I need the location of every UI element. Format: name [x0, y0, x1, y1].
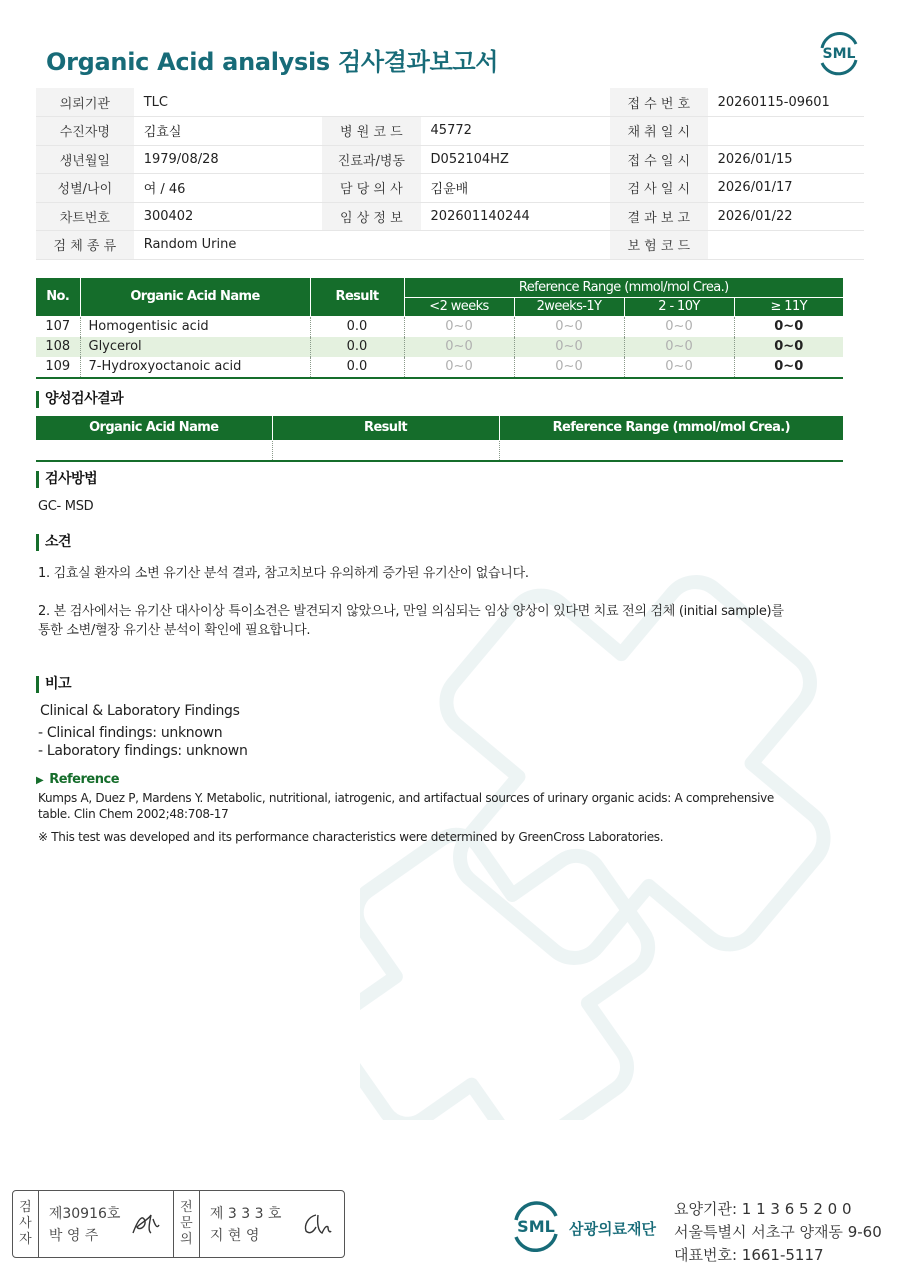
result-value: 0.0	[310, 357, 404, 378]
ref-2-10y: 0~0	[624, 337, 734, 358]
examiner-signature-mark	[131, 1211, 161, 1237]
sml-footer-logo-icon	[510, 1200, 562, 1252]
triangle-right-icon: ▶	[36, 775, 44, 786]
ref-under-2-weeks: 0~0	[404, 357, 514, 378]
info-row	[36, 174, 864, 203]
info-value: 2026/01/15	[708, 145, 864, 174]
info-value	[421, 88, 610, 117]
info-label: 채 취 일 시	[610, 117, 708, 146]
info-value: 20260115-09601	[708, 88, 864, 117]
info-row	[36, 202, 864, 231]
remarks-title: Clinical & Laboratory Findings	[40, 703, 240, 719]
opinion-paragraph-2b: 통한 소변/혈장 유기산 분석이 확인에 필요합니다.	[38, 623, 311, 638]
info-label	[322, 231, 420, 260]
clinical-findings: - Clinical findings: unknown	[38, 725, 223, 741]
info-value: D052104HZ	[421, 145, 610, 174]
ref-under-2-weeks: 0~0	[404, 316, 514, 337]
ref-2-10y: 0~0	[624, 357, 734, 378]
method-text: GC- MSD	[38, 499, 94, 514]
positive-header-result: Result	[272, 416, 499, 440]
result-row	[36, 316, 843, 337]
ref-11y-plus: 0~0	[734, 357, 843, 378]
info-value: 300402	[134, 202, 323, 231]
info-value: 2026/01/22	[708, 202, 864, 231]
ref-2-10y: 0~0	[624, 316, 734, 337]
examiner-signature	[39, 1191, 174, 1257]
info-row	[36, 88, 864, 117]
result-row	[36, 337, 843, 358]
info-label	[322, 88, 420, 117]
result-name: Homogentisic acid	[80, 316, 310, 337]
examiner-name: 박 영 주	[48, 1228, 99, 1244]
laboratory-findings: - Laboratory findings: unknown	[38, 743, 248, 759]
ref-2weeks-1y: 0~0	[514, 316, 624, 337]
opinion-paragraph-2a: 2. 본 검사에서는 유기산 대사이상 특이소견은 발견되지 않았으나, 만일 의심되는 임상 양상이 있다면 치료 전의 검체 (initial sample)를	[38, 604, 784, 619]
info-value: 김효실	[134, 117, 323, 146]
info-label: 임 상 정 보	[322, 202, 420, 231]
method-heading: 검사방법	[36, 471, 97, 488]
patient-info-table	[36, 88, 864, 260]
subheader-2-10y: 2 - 10Y	[624, 297, 734, 316]
results-table	[36, 278, 843, 379]
examiner-label: 검 사 자	[13, 1191, 39, 1257]
positive-header-reference: Reference Range (mmol/mol Crea.)	[499, 416, 843, 440]
reference-heading: ▶ Reference	[36, 772, 120, 787]
col-header-no: No.	[36, 278, 80, 316]
specialist-signature	[200, 1191, 344, 1257]
info-label: 보 험 코 드	[610, 231, 708, 260]
subheader-under-2-weeks: <2 weeks	[404, 297, 514, 316]
ref-under-2-weeks: 0~0	[404, 337, 514, 358]
info-value: 김윤배	[421, 174, 610, 203]
positive-heading: 양성검사결과	[36, 391, 123, 408]
ref-11y-plus: 0~0	[734, 337, 843, 358]
specialist-label: 전 문 의	[174, 1191, 200, 1257]
ref-2weeks-1y: 0~0	[514, 357, 624, 378]
reference-line-1: Kumps A, Duez P, Mardens Y. Metabolic, nutritional, iatrogenic, and artifactual sources of urinary organic acids: A comprehensive	[38, 791, 774, 805]
col-header-result: Result	[310, 278, 404, 316]
specialist-name: 지 현 영	[209, 1228, 260, 1244]
subheader-2weeks-1y: 2weeks-1Y	[514, 297, 624, 316]
specialist-signature-mark	[302, 1211, 332, 1237]
subheader-11y-plus: ≥ 11Y	[734, 297, 843, 316]
opinion-paragraph-1: 1. 김효실 환자의 소변 유기산 분석 결과, 참고치보다 유의하게 증가된 유기산이 없습니다.	[38, 566, 529, 581]
info-value: 2026/01/17	[708, 174, 864, 203]
info-label: 성별/나이	[36, 174, 134, 203]
phone-number: 대표번호: 1661-5117	[674, 1246, 824, 1264]
info-value	[421, 231, 610, 260]
development-note: ※ This test was developed and its performance characteristics were determined by GreenCross Laboratories.	[38, 830, 664, 844]
result-name: Glycerol	[80, 337, 310, 358]
result-value: 0.0	[310, 316, 404, 337]
result-no: 108	[36, 337, 80, 358]
info-value	[708, 117, 864, 146]
ref-11y-plus: 0~0	[774, 319, 804, 334]
positive-table	[36, 416, 843, 462]
info-value: 1979/08/28	[134, 145, 323, 174]
signature-box	[12, 1190, 345, 1258]
info-label: 담 당 의 사	[322, 174, 420, 203]
examiner-license-no: 제30916호	[48, 1206, 121, 1222]
result-name: 7-Hydroxyoctanoic acid	[80, 357, 310, 378]
sml-logo-icon	[816, 30, 862, 76]
info-value: Random Urine	[134, 231, 323, 260]
info-label: 접 수 일 시	[610, 145, 708, 174]
info-label: 접 수 번 호	[610, 88, 708, 117]
info-label: 의뢰기관	[36, 88, 134, 117]
info-value: 202601140244	[421, 202, 610, 231]
info-value: 여 / 46	[134, 174, 323, 203]
reference-line-2: table. Clin Chem 2002;48:708-17	[38, 807, 229, 821]
info-label: 진료과/병동	[322, 145, 420, 174]
info-label: 생년월일	[36, 145, 134, 174]
info-label: 차트번호	[36, 202, 134, 231]
result-row	[36, 357, 843, 378]
report-title: Organic Acid analysis 검사결과보고서	[46, 48, 499, 76]
info-label: 수진자명	[36, 117, 134, 146]
remarks-heading: 비고	[36, 676, 71, 693]
ref-2weeks-1y: 0~0	[514, 337, 624, 358]
info-value: 45772	[421, 117, 610, 146]
info-row	[36, 117, 864, 146]
info-label: 병 원 코 드	[322, 117, 420, 146]
col-header-reference: Reference Range (mmol/mol Crea.)	[404, 278, 843, 297]
info-label: 결 과 보 고	[610, 202, 708, 231]
specialist-license-no: 제 3 3 3 호	[209, 1206, 282, 1222]
info-row	[36, 231, 864, 260]
opinion-heading: 소견	[36, 534, 71, 551]
result-no: 109	[36, 357, 80, 378]
footer-logo-text: SML	[517, 1217, 555, 1236]
info-label: 검 사 일 시	[610, 174, 708, 203]
info-label: 검 체 종 류	[36, 231, 134, 260]
info-row	[36, 145, 864, 174]
result-no: 107	[36, 316, 80, 337]
result-value: 0.0	[310, 337, 404, 358]
logo-text: SML	[822, 46, 856, 62]
col-header-name: Organic Acid Name	[80, 278, 310, 316]
positive-header-name: Organic Acid Name	[36, 416, 272, 440]
address: 서울특별시 서초구 양재동 9-60	[674, 1223, 882, 1241]
organization-name: 삼광의료재단	[569, 1220, 656, 1238]
info-value	[708, 231, 864, 260]
institution-code: 요양기관: 1 1 3 6 5 2 0 0	[674, 1200, 852, 1218]
info-value: TLC	[134, 88, 323, 117]
positive-empty-row	[36, 440, 843, 461]
